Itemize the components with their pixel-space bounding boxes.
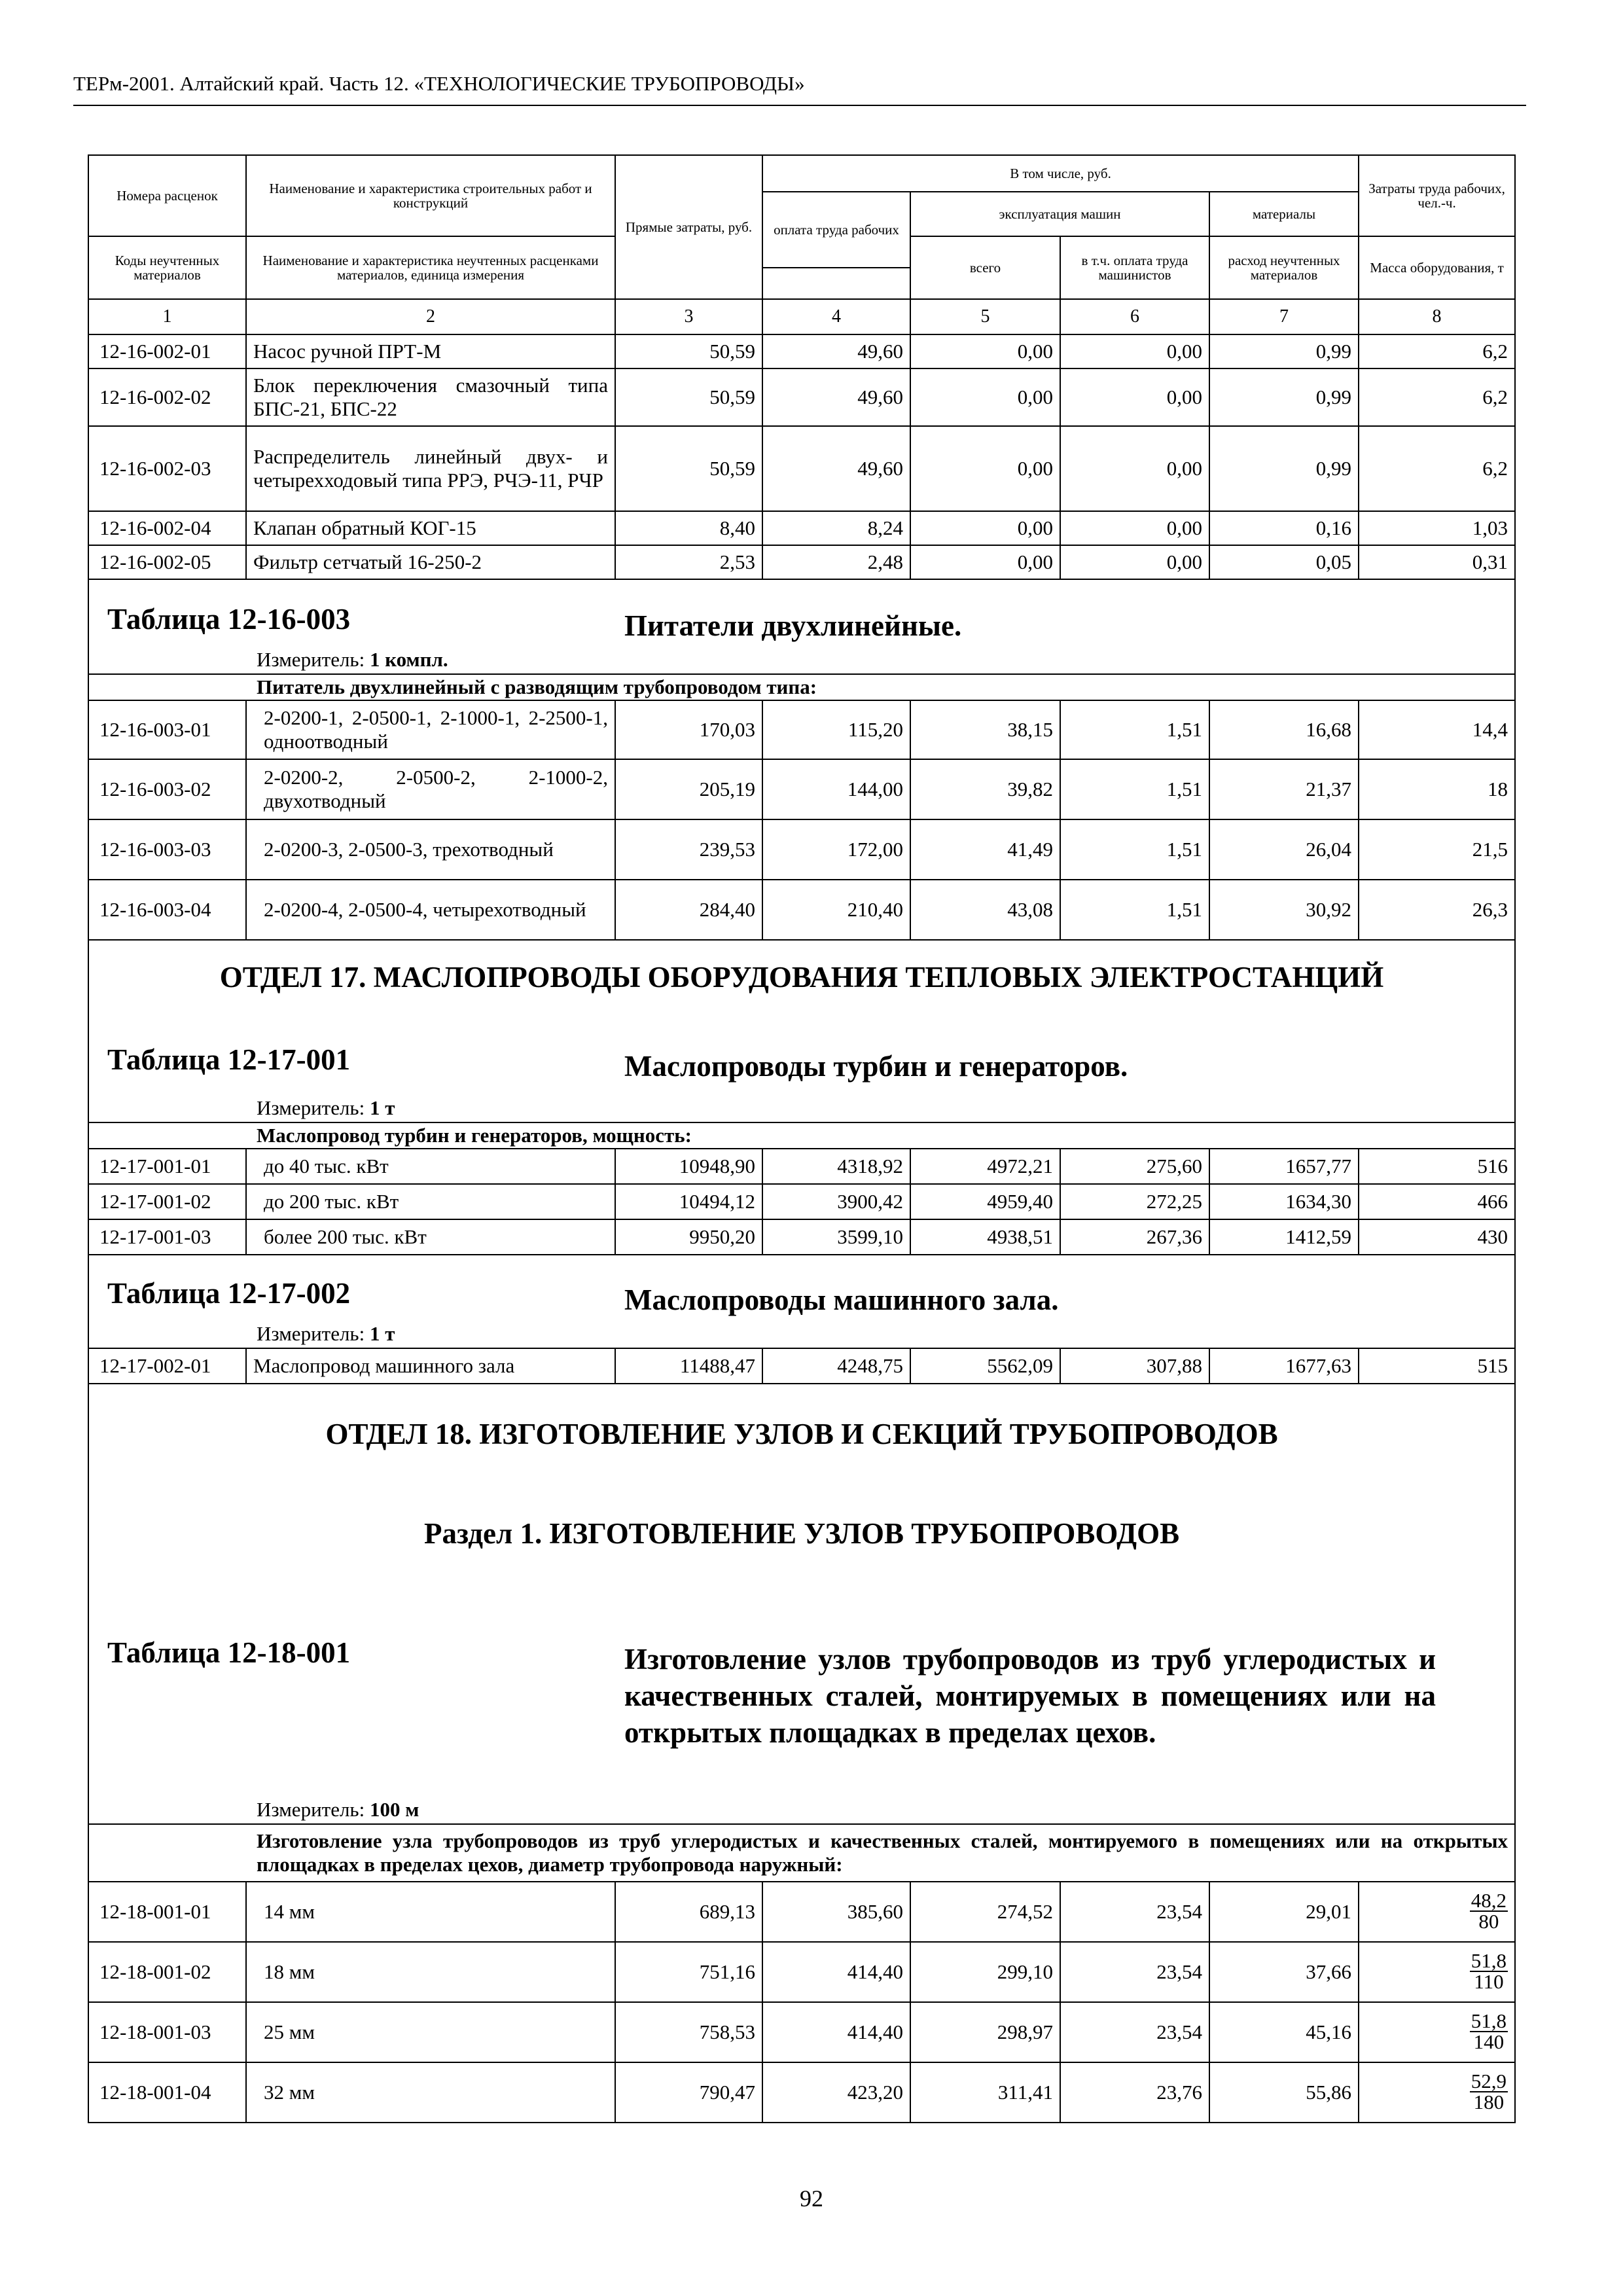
- value-col-8: 6,2: [1359, 368, 1515, 426]
- value-col-6: 23,54: [1060, 1882, 1209, 1942]
- value-col-4: 115,20: [762, 700, 910, 759]
- value-col-5: 299,10: [910, 1942, 1060, 2002]
- mass-value: 140: [1473, 2030, 1505, 2053]
- labor-mass-fraction: [1359, 2062, 1515, 2123]
- work-name: 2-0200-2, 2-0500-2, 2-1000-2, двухотводный: [246, 759, 615, 819]
- mass-value: 180: [1473, 2090, 1505, 2113]
- table-number: Таблица 12-17-001: [107, 1043, 351, 1076]
- colnum-3: 3: [615, 299, 762, 334]
- measure-value: 100 м: [369, 1797, 419, 1821]
- section-1-title: Раздел 1. ИЗГОТОВЛЕНИЕ УЗЛОВ ТРУБОПРОВОДОВ: [423, 1517, 1180, 1550]
- value-col-4: 414,40: [762, 2002, 910, 2062]
- table-row: [88, 1149, 1515, 1184]
- value-col-5: 274,52: [910, 1882, 1060, 1942]
- value-col-8: 516: [1359, 1149, 1515, 1184]
- value-col-8: 430: [1359, 1219, 1515, 1255]
- hdr-work-name: Наименование и характеристика строительных работ и конструкций: [246, 155, 615, 236]
- measure-label: Измеритель:: [257, 1797, 365, 1821]
- table-title: Маслопроводы машинного зала.: [624, 1283, 1059, 1316]
- value-col-3: 50,59: [615, 426, 762, 511]
- group-description: Изготовление узла трубопроводов из труб углеродистых и качественных сталей, монтируемого в помещениях или на открытых площадках в пределах цехов, диаметр трубопровода наружный:: [88, 1824, 1515, 1882]
- measure-row: [88, 1795, 1515, 1824]
- section-block: [88, 1384, 1515, 1795]
- work-name: 32 мм: [246, 2062, 615, 2123]
- table-row: [88, 2062, 1515, 2123]
- labor-value: 52,9: [1471, 2069, 1507, 2092]
- value-col-7: 0,16: [1209, 511, 1359, 545]
- section-heading: [88, 579, 1515, 645]
- value-col-7: 45,16: [1209, 2002, 1359, 2062]
- value-col-5: 0,00: [910, 368, 1060, 426]
- value-col-7: 21,37: [1209, 759, 1359, 819]
- value-col-3: 50,59: [615, 334, 762, 368]
- value-col-3: 790,47: [615, 2062, 762, 2123]
- table-row: [88, 2002, 1515, 2062]
- value-col-5: 298,97: [910, 2002, 1060, 2062]
- value-col-3: 758,53: [615, 2002, 762, 2062]
- value-col-5: 311,41: [910, 2062, 1060, 2123]
- colnum-6: 6: [1060, 299, 1209, 334]
- value-col-6: 23,54: [1060, 2002, 1209, 2062]
- rate-code: 12-17-001-03: [88, 1219, 246, 1255]
- work-name: более 200 тыс. кВт: [246, 1219, 615, 1255]
- rate-code: 12-16-003-02: [88, 759, 246, 819]
- section-block: [88, 1255, 1515, 1319]
- table-title: Маслопроводы турбин и генераторов.: [624, 1050, 1128, 1083]
- value-col-5: 0,00: [910, 334, 1060, 368]
- work-name: 14 мм: [246, 1882, 615, 1942]
- table-row: [88, 368, 1515, 426]
- rate-code: 12-16-003-01: [88, 700, 246, 759]
- work-name: до 200 тыс. кВт: [246, 1184, 615, 1219]
- table-number: Таблица 12-17-002: [107, 1277, 351, 1310]
- table-row: [88, 545, 1515, 579]
- value-col-4: 3599,10: [762, 1219, 910, 1255]
- value-col-7: 0,99: [1209, 334, 1359, 368]
- rate-code: 12-17-002-01: [88, 1348, 246, 1384]
- value-col-3: 284,40: [615, 880, 762, 940]
- value-col-6: 275,60: [1060, 1149, 1209, 1184]
- rate-code: 12-18-001-01: [88, 1882, 246, 1942]
- rate-code: 12-16-002-02: [88, 368, 246, 426]
- header-rule: [73, 105, 1526, 106]
- value-col-5: 43,08: [910, 880, 1060, 940]
- value-col-8: 6,2: [1359, 426, 1515, 511]
- value-col-5: 38,15: [910, 700, 1060, 759]
- measure-label: Измеритель:: [257, 647, 365, 671]
- value-col-3: 9950,20: [615, 1219, 762, 1255]
- table-row: [88, 759, 1515, 819]
- hdr-material-codes: Коды неучтенных материалов: [88, 236, 246, 299]
- value-col-8: 14,4: [1359, 700, 1515, 759]
- value-col-3: 205,19: [615, 759, 762, 819]
- value-col-4: 8,24: [762, 511, 910, 545]
- hdr-equipment-mass: Масса оборудования, т: [1359, 236, 1515, 299]
- section-heading: [88, 1384, 1515, 1795]
- hdr-machines-total: всего: [910, 236, 1060, 299]
- value-col-6: 0,00: [1060, 426, 1209, 511]
- value-col-8: 21,5: [1359, 819, 1515, 880]
- value-col-3: 2,53: [615, 545, 762, 579]
- measure: [88, 645, 1515, 674]
- group-row: [88, 674, 1515, 700]
- measure-row: [88, 1319, 1515, 1348]
- colnum-7: 7: [1209, 299, 1359, 334]
- group-row: [88, 1122, 1515, 1149]
- rate-code: 12-16-003-04: [88, 880, 246, 940]
- value-col-6: 1,51: [1060, 880, 1209, 940]
- section-heading-inner: [89, 1384, 1514, 1795]
- value-col-6: 23,76: [1060, 2062, 1209, 2123]
- labor-value: 48,2: [1471, 1888, 1507, 1912]
- value-col-3: 751,16: [615, 1942, 762, 2002]
- value-col-8: 1,03: [1359, 511, 1515, 545]
- table-title: Питатели двухлинейные.: [624, 609, 962, 642]
- value-col-8: 26,3: [1359, 880, 1515, 940]
- value-col-3: 10948,90: [615, 1149, 762, 1184]
- rate-code: 12-18-001-02: [88, 1942, 246, 2002]
- colnum-4: 4: [762, 299, 910, 334]
- value-col-7: 1657,77: [1209, 1149, 1359, 1184]
- value-col-4: 414,40: [762, 1942, 910, 2002]
- mass-value: 110: [1474, 1969, 1504, 1993]
- hdr-machinists-wages: в т.ч. оплата труда машинистов: [1060, 236, 1209, 299]
- work-name: 2-0200-1, 2-0500-1, 2-1000-1, 2-2500-1, одноотводный: [246, 700, 615, 759]
- table-row: [88, 426, 1515, 511]
- value-col-5: 0,00: [910, 511, 1060, 545]
- value-col-5: 0,00: [910, 545, 1060, 579]
- hdr-material-names: Наименование и характеристика неучтенных расценками материалов, единица измерения: [246, 236, 615, 299]
- colnum-1: 1: [88, 299, 246, 334]
- table-row: [88, 511, 1515, 545]
- section-heading: [88, 1255, 1515, 1319]
- section-block: [88, 940, 1515, 1094]
- value-col-7: 1412,59: [1209, 1219, 1359, 1255]
- work-name: Клапан обратный КОГ-15: [246, 511, 615, 545]
- fraction: [1470, 1888, 1508, 1933]
- value-col-6: 0,00: [1060, 334, 1209, 368]
- table-row: [88, 334, 1515, 368]
- running-header: ТЕРм-2001. Алтайский край. Часть 12. «ТЕХНОЛОГИЧЕСКИЕ ТРУБОПРОВОДЫ»: [73, 72, 805, 95]
- hdr-material-consumption: расход неучтенных материалов: [1209, 236, 1359, 299]
- value-col-3: 50,59: [615, 368, 762, 426]
- rate-code: 12-17-001-01: [88, 1149, 246, 1184]
- value-col-7: 16,68: [1209, 700, 1359, 759]
- measure-value: 1 т: [369, 1321, 395, 1345]
- rate-code: 12-16-002-03: [88, 426, 246, 511]
- value-col-3: 239,53: [615, 819, 762, 880]
- value-col-5: 0,00: [910, 426, 1060, 511]
- rates-table: [88, 154, 1516, 2123]
- value-col-4: 4318,92: [762, 1149, 910, 1184]
- measure: [88, 1319, 1515, 1348]
- fraction: [1470, 2069, 1508, 2113]
- table-row: [88, 880, 1515, 940]
- measure-row: [88, 1094, 1515, 1122]
- table-number: Таблица 12-16-003: [107, 603, 351, 636]
- value-col-7: 0,05: [1209, 545, 1359, 579]
- value-col-6: 267,36: [1060, 1219, 1209, 1255]
- value-col-4: 423,20: [762, 2062, 910, 2123]
- value-col-5: 39,82: [910, 759, 1060, 819]
- department-17-title: ОТДЕЛ 17. МАСЛОПРОВОДЫ ОБОРУДОВАНИЯ ТЕПЛОВЫХ ЭЛЕКТРОСТАНЦИЙ: [219, 961, 1384, 994]
- table-row: [88, 700, 1515, 759]
- work-name: 2-0200-4, 2-0500-4, четырехотводный: [246, 880, 615, 940]
- value-col-8: 6,2: [1359, 334, 1515, 368]
- labor-mass-fraction: [1359, 2002, 1515, 2062]
- value-col-6: 1,51: [1060, 759, 1209, 819]
- department-18-title: ОТДЕЛ 18. ИЗГОТОВЛЕНИЕ УЗЛОВ И СЕКЦИЙ ТРУБОПРОВОДОВ: [325, 1418, 1278, 1450]
- value-col-8: 515: [1359, 1348, 1515, 1384]
- value-col-4: 4248,75: [762, 1348, 910, 1384]
- value-col-4: 2,48: [762, 545, 910, 579]
- measure-value: 1 т: [369, 1096, 395, 1119]
- table-number: Таблица 12-18-001: [107, 1636, 351, 1669]
- value-col-7: 1634,30: [1209, 1184, 1359, 1219]
- measure: [88, 1094, 1515, 1122]
- value-col-7: 1677,63: [1209, 1348, 1359, 1384]
- hdr-materials: материалы: [1209, 192, 1359, 236]
- hdr-wages: оплата труда рабочих: [762, 192, 910, 268]
- value-col-4: 210,40: [762, 880, 910, 940]
- colnum-5: 5: [910, 299, 1060, 334]
- value-col-7: 55,86: [1209, 2062, 1359, 2123]
- work-name: до 40 тыс. кВт: [246, 1149, 615, 1184]
- rate-code: 12-16-002-05: [88, 545, 246, 579]
- fraction: [1470, 1948, 1508, 1993]
- value-col-7: 0,99: [1209, 426, 1359, 511]
- section-heading: [88, 940, 1515, 1094]
- hdr-rate-numbers: Номера расценок: [88, 155, 246, 236]
- value-col-7: 26,04: [1209, 819, 1359, 880]
- group-description: Питатель двухлинейный с разводящим трубопроводом типа:: [88, 674, 1515, 700]
- value-col-5: 4972,21: [910, 1149, 1060, 1184]
- hdr-direct-costs: Прямые затраты, руб.: [615, 155, 762, 299]
- rate-code: 12-16-002-01: [88, 334, 246, 368]
- measure-value: 1 компл.: [369, 647, 448, 671]
- value-col-8: 466: [1359, 1184, 1515, 1219]
- measure: [88, 1795, 1515, 1824]
- section-block: [88, 579, 1515, 645]
- colnum-2: 2: [246, 299, 615, 334]
- value-col-4: 172,00: [762, 819, 910, 880]
- rate-code: 12-17-001-02: [88, 1184, 246, 1219]
- hdr-machines: эксплуатация машин: [910, 192, 1209, 236]
- value-col-7: 37,66: [1209, 1942, 1359, 2002]
- value-col-6: 0,00: [1060, 511, 1209, 545]
- hdr-labor-costs: Затраты труда рабочих, чел.-ч.: [1359, 155, 1515, 236]
- colnum-8: 8: [1359, 299, 1515, 334]
- value-col-3: 689,13: [615, 1882, 762, 1942]
- labor-value: 51,8: [1471, 2009, 1507, 2032]
- fraction: [1470, 2011, 1508, 2052]
- value-col-3: 170,03: [615, 700, 762, 759]
- measure-label: Измеритель:: [257, 1321, 365, 1345]
- value-col-4: 144,00: [762, 759, 910, 819]
- value-col-4: 49,60: [762, 426, 910, 511]
- value-col-6: 0,00: [1060, 545, 1209, 579]
- labor-mass-fraction: [1359, 1942, 1515, 2002]
- table-row: [88, 1882, 1515, 1942]
- value-col-7: 29,01: [1209, 1882, 1359, 1942]
- value-col-5: 41,49: [910, 819, 1060, 880]
- value-col-6: 23,54: [1060, 1942, 1209, 2002]
- value-col-6: 307,88: [1060, 1348, 1209, 1384]
- value-col-4: 385,60: [762, 1882, 910, 1942]
- rate-code: 12-18-001-03: [88, 2002, 246, 2062]
- value-col-6: 272,25: [1060, 1184, 1209, 1219]
- labor-value: 51,8: [1471, 1948, 1507, 1972]
- value-col-5: 4959,40: [910, 1184, 1060, 1219]
- value-col-4: 49,60: [762, 368, 910, 426]
- rate-code: 12-18-001-04: [88, 2062, 246, 2123]
- rate-code: 12-16-002-04: [88, 511, 246, 545]
- value-col-6: 0,00: [1060, 368, 1209, 426]
- value-col-6: 1,51: [1060, 819, 1209, 880]
- value-col-3: 8,40: [615, 511, 762, 545]
- value-col-5: 4938,51: [910, 1219, 1060, 1255]
- measure-row: [88, 645, 1515, 674]
- work-name: 18 мм: [246, 1942, 615, 2002]
- table-row: [88, 819, 1515, 880]
- work-name: 2-0200-3, 2-0500-3, трехотводный: [246, 819, 615, 880]
- value-col-6: 1,51: [1060, 700, 1209, 759]
- section-heading-inner: [89, 580, 1514, 645]
- work-name: Блок переключения смазочный типа БПС-21, БПС-22: [246, 368, 615, 426]
- work-name: Маслопровод машинного зала: [246, 1348, 615, 1384]
- value-col-7: 0,99: [1209, 368, 1359, 426]
- value-col-4: 3900,42: [762, 1184, 910, 1219]
- work-name: Распределитель линейный двух- и четырехходовый типа РРЭ, РЧЭ-11, РЧР: [246, 426, 615, 511]
- table-row: [88, 1184, 1515, 1219]
- value-col-4: 49,60: [762, 334, 910, 368]
- group-row: [88, 1824, 1515, 1882]
- group-description: Маслопровод турбин и генераторов, мощность:: [88, 1122, 1515, 1149]
- value-col-3: 10494,12: [615, 1184, 762, 1219]
- work-name: Насос ручной ПРТ-М: [246, 334, 615, 368]
- column-numbers-row: [88, 299, 1515, 334]
- page-number: 92: [800, 2185, 823, 2212]
- measure-label: Измеритель:: [257, 1096, 365, 1119]
- rate-code: 12-16-003-03: [88, 819, 246, 880]
- value-col-7: 30,92: [1209, 880, 1359, 940]
- value-col-3: 11488,47: [615, 1348, 762, 1384]
- table-row: [88, 1942, 1515, 2002]
- table-row: [88, 1219, 1515, 1255]
- section-heading-inner: [89, 1255, 1514, 1319]
- hdr-including: В том числе, руб.: [762, 155, 1359, 192]
- value-col-5: 5562,09: [910, 1348, 1060, 1384]
- table-row: [88, 1348, 1515, 1384]
- mass-value: 80: [1478, 1909, 1499, 1933]
- table-title: Изготовление узлов трубопроводов из труб углеродистых и качественных сталей, монтируемых в помещениях или на открытых площадках в пределах цехов.: [624, 1643, 1436, 1749]
- value-col-8: 0,31: [1359, 545, 1515, 579]
- work-name: Фильтр сетчатый 16-250-2: [246, 545, 615, 579]
- value-col-8: 18: [1359, 759, 1515, 819]
- labor-mass-fraction: [1359, 1882, 1515, 1942]
- section-heading-inner: [89, 941, 1514, 1094]
- work-name: 25 мм: [246, 2002, 615, 2062]
